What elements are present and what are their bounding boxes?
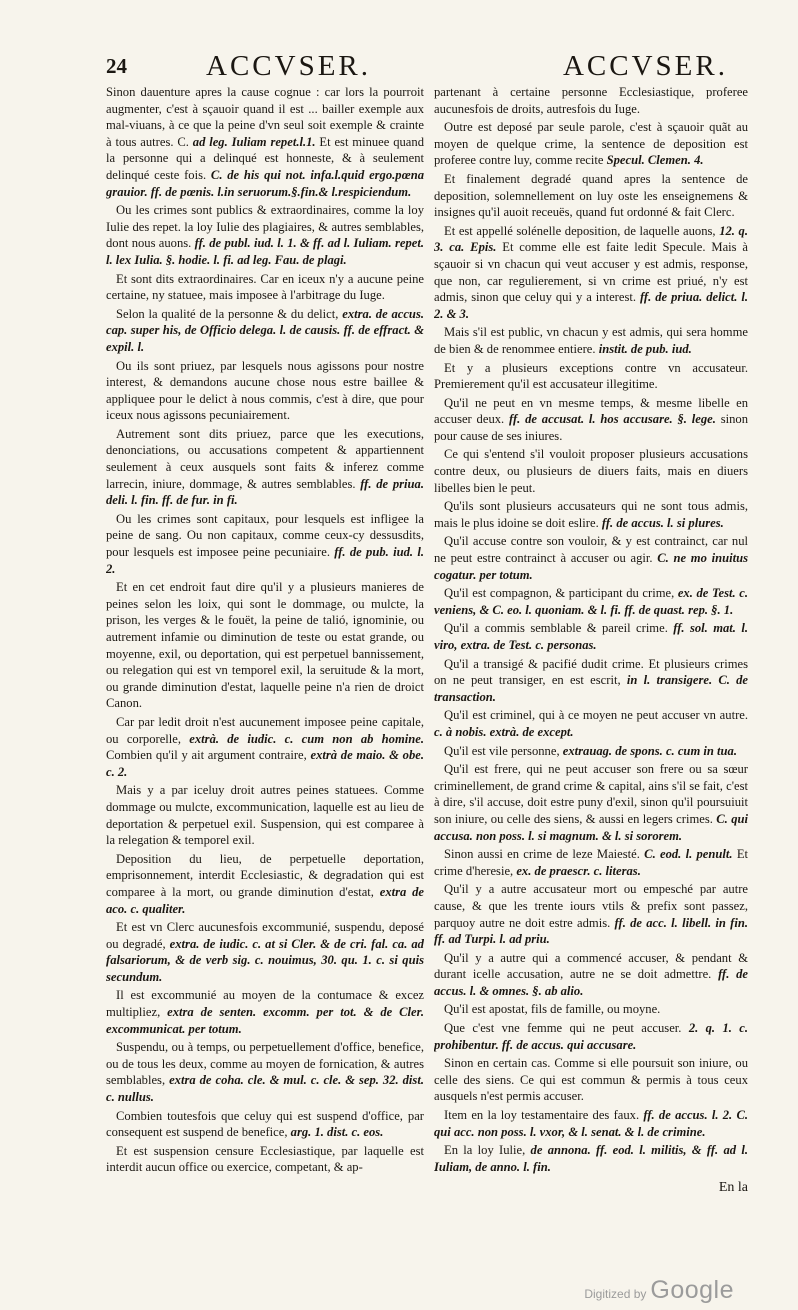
paragraph bbox=[434, 656, 748, 706]
catchword: En la bbox=[718, 1180, 748, 1195]
legal-citation: ex. de Test. c. veniens, & C. eo. l. quoniam. & l. fi. ff. de quast. rep. §. 1. bbox=[434, 586, 748, 617]
paragraph-text: Ou ils sont priuez, par lesquels nous agissons pour nostre interest, & demandons aucune chose nous estre baillee & appliquee pour le delict à nous commis, c'est à dire, que pour iceux nous agissons pecuniairement. bbox=[106, 358, 424, 423]
paragraph-text: Sinon dauenture apres la cause cognue : car lors la pourroit augmenter, c'est à sçauoir quand il est ... bailler exemple aux mal-viuans, à ce que la peine d'vn seul soit exemple & crainte à tous autres. C. bbox=[106, 85, 424, 149]
legal-citation: extra de coha. cle. & mul. c. cle. & sep. 32. dist. c. nullus. bbox=[106, 1073, 424, 1105]
paragraph-text: Selon la qualité de la personne & du delict, bbox=[116, 306, 343, 321]
legal-citation: 2. q. 1. c. prohibentur. ff. de accus. qui accusare. bbox=[434, 1021, 748, 1052]
paragraph-text: Ce qui s'entend s'il vouloit proposer plusieurs accusations contre deux, ou plusieurs de diuers faits, mais en diuers libelles bien le peut. bbox=[434, 447, 748, 495]
digitized-by-label: Digitized by bbox=[584, 1287, 647, 1301]
paragraph bbox=[106, 714, 424, 780]
paragraph-text: Qu'ils sont plusieurs accusateurs qui ne sont tous admis, mais le plus idoine se doit eslire. bbox=[434, 499, 748, 530]
legal-citation: extra de senten. excomm. per tot. & de Cler. excommunicat. per totum. bbox=[106, 1005, 424, 1036]
paragraph-text: Et finalement degradé quand apres la sentence de deposition, solemnellement on luy oste les enseignemens & insignes qu'il auoit receuës, quand fut ordonné & fait Clerc. bbox=[434, 171, 748, 220]
legal-citation: ff. de priua. delict. l. 2. & 3. bbox=[434, 290, 748, 321]
legal-citation: in l. transigere. C. de transaction. bbox=[434, 673, 748, 704]
paragraph bbox=[434, 223, 748, 323]
paragraph bbox=[434, 446, 748, 496]
legal-citation: extra. de iudic. c. at si Cler. & de cri. fal. ca. ad falsariorum, & de verb sig. c. nouimus, 30. qu. 1. c. si quis secundum. bbox=[106, 936, 424, 984]
legal-citation: ff. de acc. l. libell. in fin. ff. ad Turpi. l. ad priu. bbox=[434, 915, 748, 947]
paragraph-text: Qu'il a transigé & pacifié dudit crime. Et plusieurs crimes on ne peut transiger, en est escrit, bbox=[434, 656, 748, 688]
paragraph bbox=[434, 1055, 748, 1105]
paragraph-text: Qu'il est vile personne, bbox=[444, 743, 563, 758]
paragraph bbox=[106, 306, 424, 356]
legal-citation: ff. de accusat. l. hos accusare. §. lege. bbox=[509, 412, 716, 427]
paragraph-text: Et est vn Clerc aucunesfois excommunié, suspendu, deposé ou degradé, bbox=[106, 920, 424, 951]
paragraph bbox=[434, 171, 748, 221]
paragraph bbox=[106, 1039, 424, 1105]
paragraph-text: Et est appellé solénelle deposition, de laquelle auons, bbox=[444, 223, 720, 238]
paragraph bbox=[434, 620, 748, 653]
paragraph-text: En la loy Iulie, bbox=[444, 1143, 531, 1158]
legal-citation: ad leg. Iuliam repet.l.1. bbox=[192, 134, 316, 149]
paragraph-text: Car par ledit droit n'est aucunement imposee peine capitale, ou corporelle, bbox=[106, 714, 424, 746]
legal-citation: extra. de accus. cap. super his, de Officio delega. l. de causis. ff. de effract. & expil. l. bbox=[106, 306, 424, 354]
legal-citation: c. à nobis. extrà. de except. bbox=[434, 724, 574, 739]
paragraph-text: Combien qu'il y ait argument contraire, bbox=[106, 748, 311, 763]
paragraph-text: Et y a plusieurs exceptions contre vn accusateur. Premierement qu'il est accusateur illegitime. bbox=[434, 360, 748, 392]
paragraph-text: Mais y a par iceluy droit autres peines statuees. Comme dommage ou mulcte, excommunication, laquelle est au lieu de deportation & perpetuel exil. Suspension, qui est comparee à la relegation & temporel exil. bbox=[106, 783, 424, 848]
paragraph bbox=[106, 271, 424, 304]
paragraph-text: partenant à certaine personne Ecclesiastique, proferee aucunesfois de droits, autresfois du Iuge. bbox=[434, 85, 748, 116]
legal-citation: C. eod. l. penult. bbox=[644, 847, 733, 862]
legal-citation: ex. de praescr. c. literas. bbox=[516, 863, 641, 878]
paragraph-text: Combien toutesfois que celuy qui est suspend d'office, par consequent est suspend de benefice, bbox=[106, 1108, 424, 1140]
paragraph bbox=[106, 1108, 424, 1141]
paragraph-text: Et est suspension censure Ecclesiastique, par laquelle est interdit aucun office ou exercice, competant, & ap- bbox=[106, 1143, 424, 1175]
legal-citation: ff. de pub. iud. l. 2. bbox=[106, 545, 424, 576]
paragraph-text: Qu'il accuse contre son vouloir, & y est contrainct, car nul ne peut estre contrainct à accuser ou agir. bbox=[434, 534, 748, 566]
paragraph bbox=[106, 919, 424, 985]
paragraph bbox=[434, 743, 748, 760]
paragraph-text: Et crime d'heresie, bbox=[434, 847, 748, 878]
paragraph bbox=[434, 119, 748, 169]
legal-citation: ff. de accus. l. 2. C. qui acc. non poss. l. vxor, & l. senat. & l. de crimine. bbox=[434, 1108, 748, 1139]
paragraph-text: Mais s'il est public, vn chacun y est admis, qui sera homme de bien & de renommee entiere. bbox=[434, 325, 748, 356]
digitized-by-google-watermark bbox=[584, 1276, 734, 1305]
paragraph-text: Et comme elle est faite ledit Specule. Mais à sçauoir si vn chacun qui veut accuser y est admis, response, que non, car regulierement, si vn crime est priué, n'y est admis, sinon que celuy qui y a interest. bbox=[434, 240, 748, 305]
page-number: 24 bbox=[106, 54, 127, 78]
legal-citation: instit. de pub. iud. bbox=[598, 341, 692, 356]
legal-citation: Specul. Clemen. 4. bbox=[606, 153, 704, 168]
paragraph-text: Qu'il a commis semblable & pareil crime. bbox=[444, 621, 674, 636]
paragraph-text: Qu'il est frere, qui ne peut accuser son frere ou sa sœur criminellement, de grand crime & capital, ains s'il se fait, c'est à dire, s'il accuse, doit estre puny d'exil, sinon qu'il poursuiuit son iniure, ou celle des siens, & aussi en legers crimes. bbox=[434, 762, 748, 826]
legal-citation: ff. sol. mat. l. viro, extra. de Test. c. personas. bbox=[434, 621, 748, 652]
legal-citation: de annona. ff. eod. l. militis, & ff. ad l. Iuliam, de anno. l. fin. bbox=[434, 1143, 748, 1174]
paragraph-text: Sinon en certain cas. Comme si elle poursuit son iniure, ou celle des siens. Ce qui est commun & permis à tous ceux ausquels n'est permis accuser. bbox=[434, 1056, 748, 1104]
paragraph bbox=[434, 84, 748, 117]
paragraph-text: Deposition du lieu, de perpetuelle deportation, emprisonnement, interdit Ecclesiastic, & degradation qui est comparee à la mort, ou grande diminution d'estat, bbox=[106, 851, 424, 899]
legal-citation: 12. q. 3. ca. Epis. bbox=[434, 223, 748, 255]
paragraph-text: Qu'il y a autre accusateur mort ou empesché par autre cause, & que les trente iours vtils & prefix sont passez, parquoy autre ne doit estre admis. bbox=[434, 882, 748, 930]
paragraph-text: Ou les crimes sont publics & extraordinaires, comme la loy Iulie des repet. la loy Iulie des plagiaires, & autres semblables, dont nous auons. bbox=[106, 203, 424, 251]
google-logo: Google bbox=[650, 1276, 734, 1304]
paragraph bbox=[434, 585, 748, 618]
paragraph-text: Qu'il ne peut en vn mesme temps, & mesme libelle en accuser deux. bbox=[434, 395, 748, 427]
paragraph bbox=[434, 533, 748, 583]
paragraph bbox=[434, 1001, 748, 1018]
paragraph-text: Qu'il est compagnon, & participant du crime, bbox=[444, 586, 678, 601]
legal-citation: ff. de publ. iud. l. 1. & ff. ad l. Iuliam. repet. l. lex Iulia. §. hodie. l. fi. ad leg. Fau. de plagi. bbox=[106, 236, 424, 267]
paragraph bbox=[434, 707, 748, 740]
paragraph-text: Qu'il y a autre qui a commencé accuser, & pendant & durant icelle accusation, autre ne se doit admettre. bbox=[434, 950, 748, 982]
legal-citation: extra de aco. c. qualiter. bbox=[106, 884, 424, 916]
paragraph bbox=[106, 84, 424, 200]
paragraph bbox=[106, 358, 424, 424]
paragraph bbox=[434, 395, 748, 445]
paragraph-text: Outre est deposé par seule parole, c'est à sçauoir quãt au moyen de quelque crime, la sentence de deposition est proferee contre luy, comme recite bbox=[434, 120, 748, 168]
paragraph-text: Qu'il est apostat, fils de famille, ou moyne. bbox=[444, 1002, 661, 1017]
paragraph bbox=[434, 761, 748, 844]
paragraph-text: Et sont dits extraordinaires. Car en iceux n'y a aucune peine certaine, ny statuee, mais imposee à l'arbitrage du Iuge. bbox=[106, 271, 424, 303]
paragraph bbox=[106, 579, 424, 712]
paragraph-text: Item en la loy testamentaire des faux. bbox=[444, 1108, 644, 1123]
paragraph bbox=[434, 1020, 748, 1053]
paragraph bbox=[434, 881, 748, 947]
legal-citation: C. ne mo inuitus cogatur. per totum. bbox=[434, 551, 748, 582]
paragraph-text: Ou les crimes sont capitaux, pour lesquels est infligee la peine de sang. Ou non capitaux, comme ceux-cy dessusdits, pour lesquels est imposee peine pecuniaire. bbox=[106, 511, 424, 560]
page-header bbox=[106, 50, 742, 84]
running-head-right: ACCVSER. bbox=[562, 50, 728, 82]
paragraph-text: Qu'il est criminel, qui à ce moyen ne peut accuser vn autre. bbox=[444, 708, 748, 723]
paragraph-text: Sinon aussi en crime de leze Maiesté. bbox=[444, 847, 645, 862]
paragraph bbox=[434, 1107, 748, 1140]
legal-citation: C. de his qui not. infa.l.quid ergo.pœna grauior. ff. de pœnis. l.in seruorum.§.fin.& l.respiciendum. bbox=[106, 167, 424, 199]
legal-citation: arg. 1. dist. c. eos. bbox=[290, 1125, 384, 1140]
paragraph bbox=[106, 987, 424, 1037]
legal-citation: ff. de accus. l. si plures. bbox=[601, 515, 724, 530]
paragraph-text: sinon pour cause de ses iniures. bbox=[434, 412, 748, 443]
legal-citation: extrà. de iudic. c. cum non ab homine. bbox=[189, 731, 424, 746]
legal-citation: ff. de accus. l. & omnes. §. ab alio. bbox=[434, 967, 748, 998]
paragraph-text: Suspendu, ou à temps, ou perpetuellement d'office, benefice, ou de tous les deux, comme au moyen de fornication, & autres semblables, bbox=[106, 1040, 424, 1088]
paragraph bbox=[434, 498, 748, 531]
paragraph bbox=[434, 324, 748, 357]
paragraph bbox=[434, 846, 748, 879]
paragraph bbox=[106, 851, 424, 917]
paragraph bbox=[434, 360, 748, 393]
paragraph bbox=[434, 1142, 748, 1175]
paragraph bbox=[106, 426, 424, 509]
legal-citation: C. qui accusa. non poss. l. si magnum. & l. si sororem. bbox=[434, 811, 748, 843]
paragraph-text: Et est minuee quand la personne qui a delinqué est honneste, & à seulement delinqué ceste fois. bbox=[106, 134, 424, 182]
paragraph-text: Il est excommunié au moyen de la contumace & excez multipliez, bbox=[106, 988, 424, 1020]
left-text-column bbox=[106, 84, 424, 1179]
paragraph bbox=[106, 202, 424, 268]
paragraph bbox=[434, 950, 748, 1000]
paragraph-text: Que c'est vne femme qui ne peut accuser. bbox=[444, 1021, 689, 1036]
running-head-left: ACCVSER. bbox=[206, 50, 372, 82]
legal-citation: extrà de maio. & obe. c. 2. bbox=[106, 748, 424, 779]
paragraph-text: Et en cet endroit faut dire qu'il y a plusieurs manieres de peines selon les loix, qui sont le dommage, ou mulcte, la prison, les verges & le fouët, la peine de talió, ignominie, ou autrement infamie ou diminution de teste ou estat grande, ou moyenne, exil, ou deportation, qui est perpetuel bannissement, ou relegation qui est vn temporel exil, la seruitude & la mort, ou grande diminution d'estat, laquelle peine n'a rien de droict Canon. bbox=[106, 580, 424, 711]
legal-citation: extrauag. de spons. c. cum in tua. bbox=[562, 743, 737, 758]
paragraph bbox=[106, 1143, 424, 1176]
paragraph-text: Autrement sont dits priuez, parce que les executions, denonciations, ou accusations competent & appartiennent seulement à ceux ausquels sont faits & inferez comme larrecin, iniure, dommage, & autres semblables. bbox=[106, 426, 424, 491]
paragraph bbox=[106, 782, 424, 848]
legal-citation: ff. de priua. deli. l. fin. ff. de fur. in fi. bbox=[106, 476, 424, 508]
paragraph bbox=[106, 511, 424, 577]
right-text-column bbox=[434, 84, 748, 1179]
